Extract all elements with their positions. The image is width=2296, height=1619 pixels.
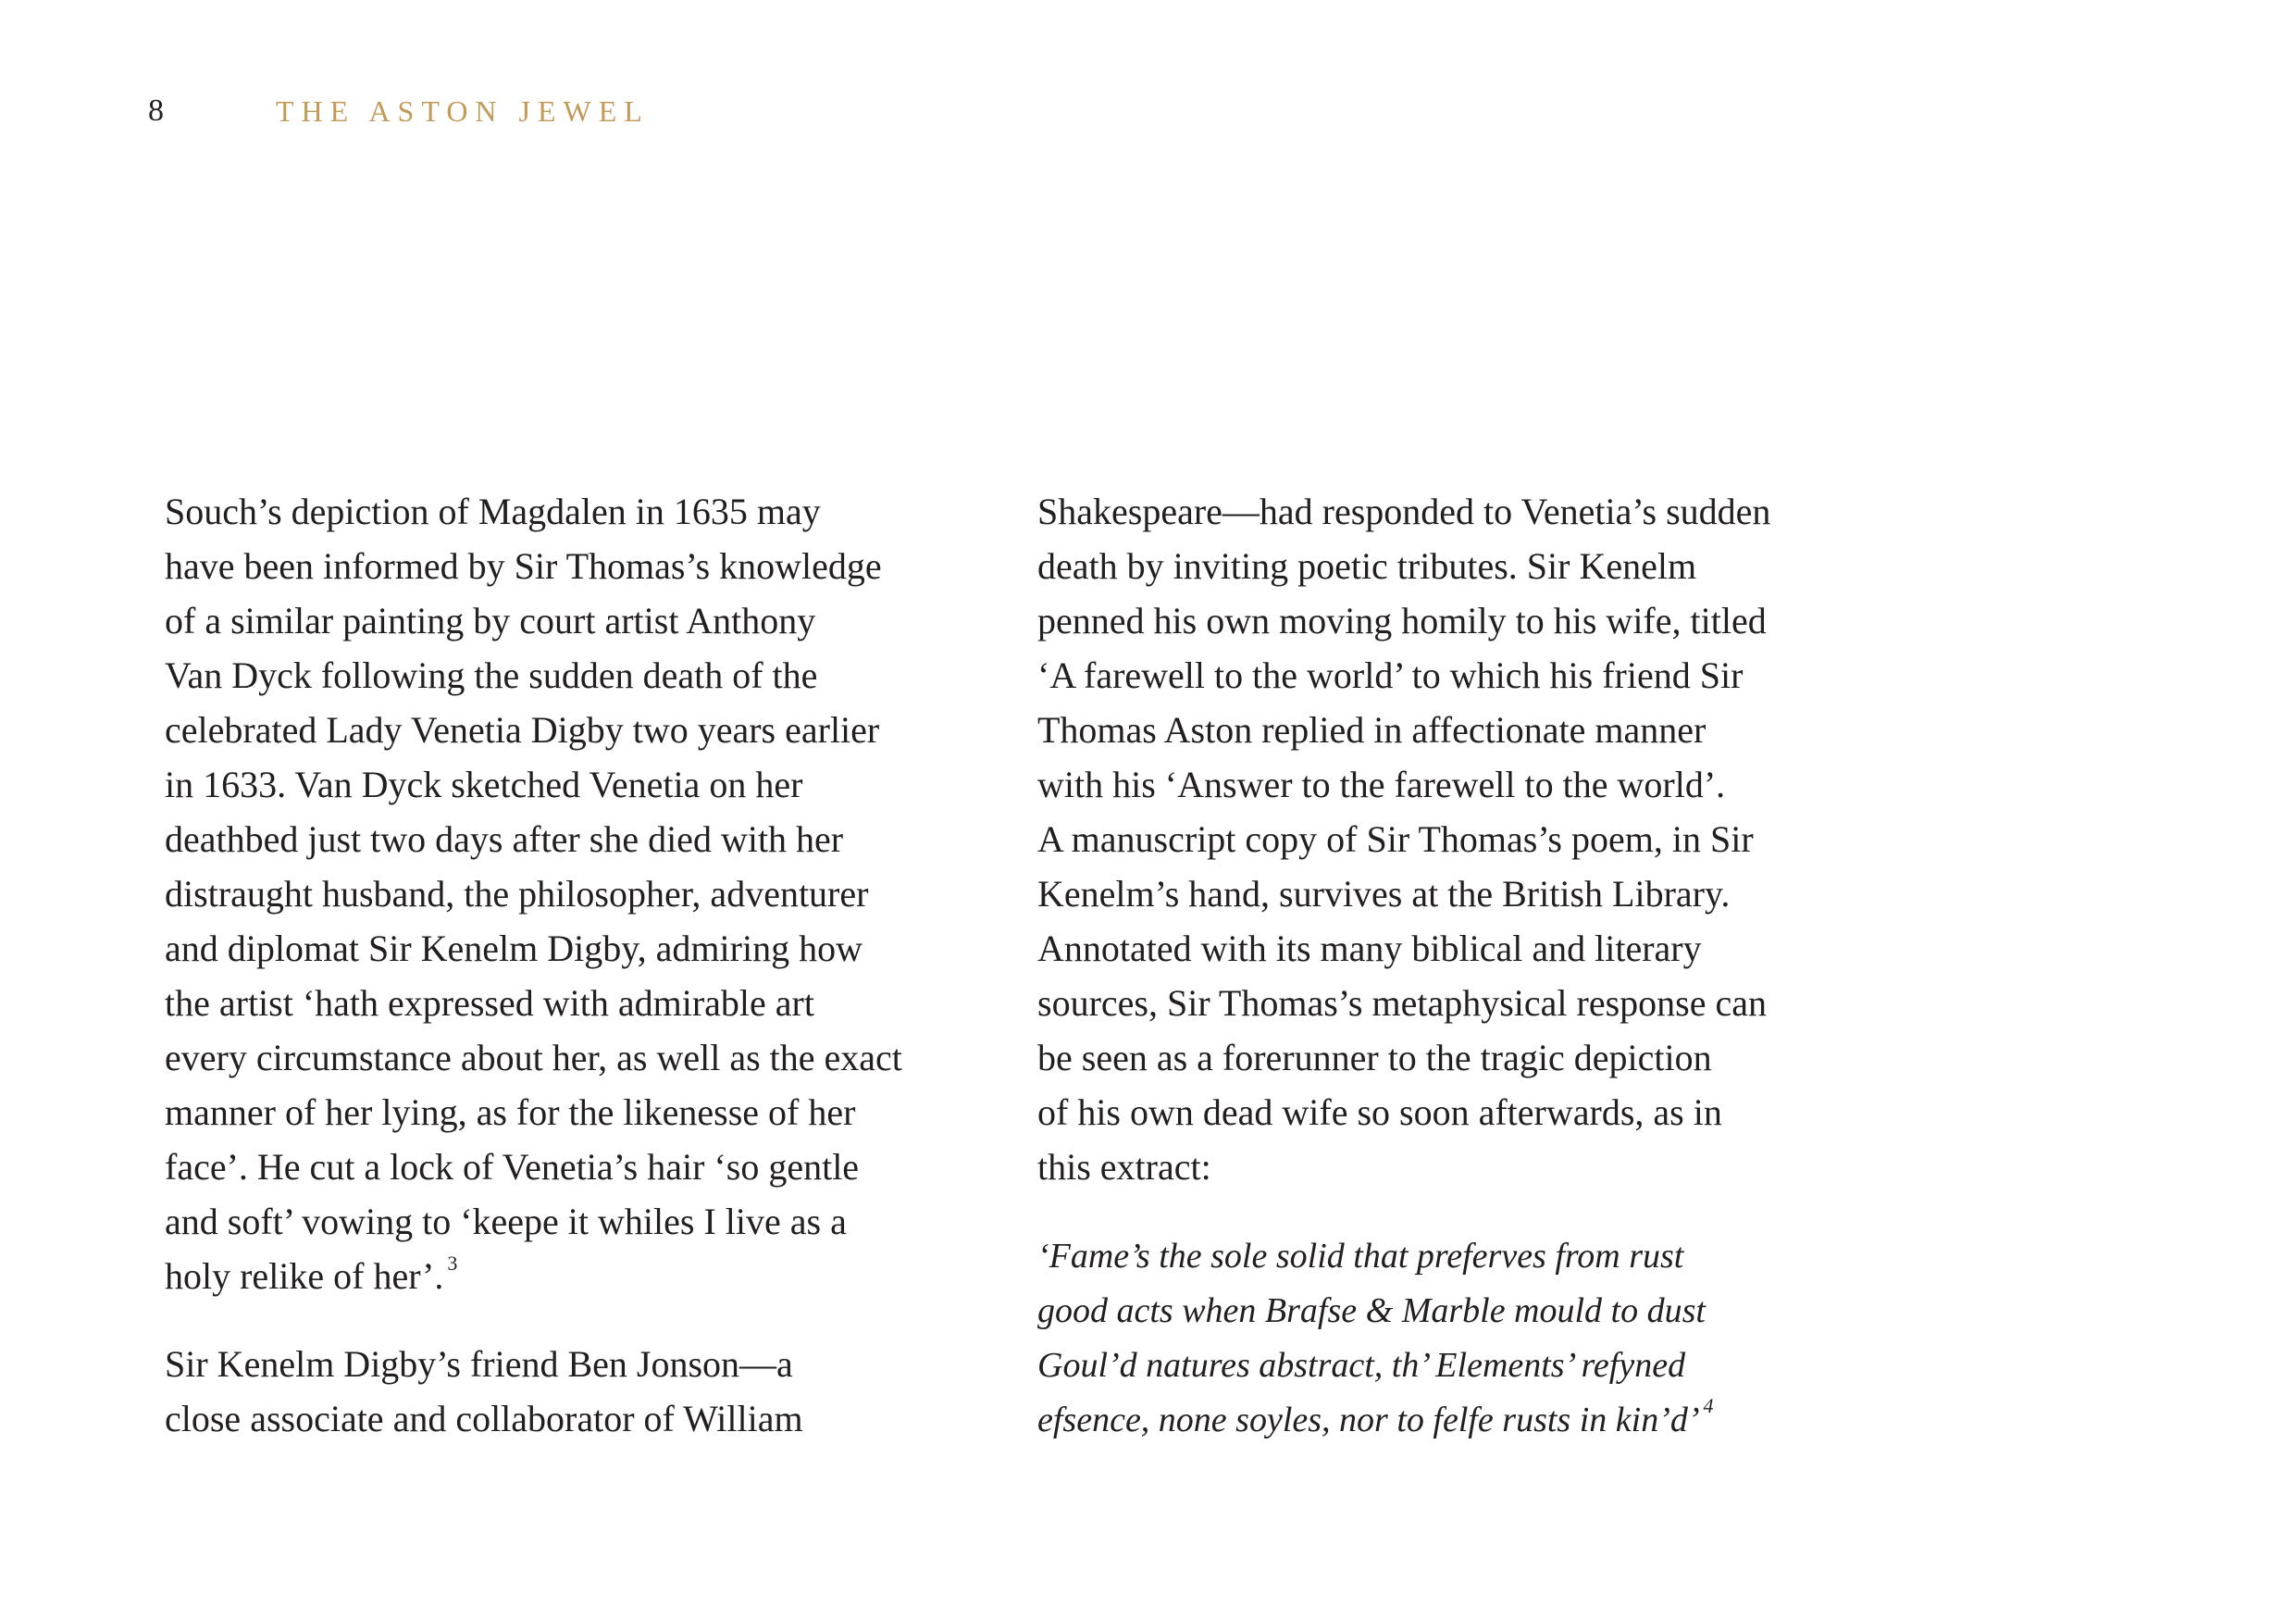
- text-line: Souch’s depiction of Magdalen in 1635 may: [165, 491, 821, 532]
- text-line: penned his own moving homily to his wife, titled: [1037, 600, 1767, 641]
- paragraph: [1037, 484, 1852, 1194]
- poem-extract: [1037, 1229, 1852, 1448]
- footnote-reference[interactable]: 3: [447, 1252, 458, 1276]
- quote-line: ‘Fame’s the sole solid that preferves from rust: [1037, 1237, 1684, 1276]
- running-head: [148, 91, 650, 131]
- quote-line: [1037, 1393, 1852, 1448]
- footnote-reference[interactable]: 4: [1703, 1394, 1714, 1418]
- text-line: Annotated with its many biblical and literary: [1037, 928, 1702, 969]
- text-line: Shakespeare—had responded to Venetia’s sudden: [1037, 491, 1771, 532]
- text-line: have been informed by Sir Thomas’s knowledge: [165, 545, 882, 587]
- text-line: death by inviting poetic tributes. Sir Kenelm: [1037, 545, 1697, 587]
- text-line: and soft’ vowing to ‘keepe it whiles I live as a: [165, 1201, 847, 1242]
- text-line: close associate and collaborator of William: [165, 1398, 803, 1439]
- text-line: with his ‘Answer to the farewell to the world’.: [1037, 764, 1726, 805]
- text-line: celebrated Lady Venetia Digby two years earlier: [165, 709, 880, 751]
- text-line: ‘A farewell to the world’ to which his friend Sir: [1037, 654, 1744, 696]
- text-line: and diplomat Sir Kenelm Digby, admiring how: [165, 928, 863, 969]
- text-line: manner of her lying, as for the likenesse of her: [165, 1091, 856, 1133]
- left-column: [165, 484, 970, 1446]
- quote-line: Goul’d natures abstract, th’ Elements’ refyned: [1037, 1346, 1686, 1385]
- text-line: face’. He cut a lock of Venetia’s hair ‘so gentle: [165, 1146, 860, 1188]
- running-title: THE ASTON JEWEL: [276, 93, 650, 128]
- text-line: A manuscript copy of Sir Thomas’s poem, in Sir: [1037, 818, 1754, 860]
- text-line: this extract:: [1037, 1146, 1211, 1188]
- quote-line: good acts when Brafse & Marble mould to dust: [1037, 1291, 1706, 1330]
- text-line: deathbed just two days after she died with her: [165, 818, 844, 860]
- text-line: sources, Sir Thomas’s metaphysical response can: [1037, 982, 1767, 1024]
- text-line-content: holy relike of her’.: [165, 1255, 444, 1297]
- page-number: 8: [148, 93, 164, 128]
- text-line: Van Dyck following the sudden death of the: [165, 654, 818, 696]
- text-line: of a similar painting by court artist Anthony: [165, 600, 816, 641]
- text-line: be seen as a forerunner to the tragic depiction: [1037, 1037, 1712, 1078]
- right-column: [1037, 484, 1852, 1448]
- paragraph: [165, 1337, 970, 1446]
- text-line: every circumstance about her, as well as the exact: [165, 1037, 902, 1078]
- paragraph: [165, 484, 970, 1303]
- quote-line-content: efsence, none soyles, nor to felfe rusts in kin’d’: [1037, 1401, 1700, 1439]
- text-line: Kenelm’s hand, survives at the British Library.: [1037, 873, 1731, 915]
- text-line: Thomas Aston replied in affectionate manner: [1037, 709, 1706, 751]
- text-line: Sir Kenelm Digby’s friend Ben Jonson—a: [165, 1343, 793, 1385]
- text-line: distraught husband, the philosopher, adventurer: [165, 873, 869, 915]
- text-line: [165, 1249, 970, 1303]
- text-line: the artist ‘hath expressed with admirable art: [165, 982, 814, 1024]
- text-line: of his own dead wife so soon afterwards, as in: [1037, 1091, 1722, 1133]
- text-line: in 1633. Van Dyck sketched Venetia on her: [165, 764, 803, 805]
